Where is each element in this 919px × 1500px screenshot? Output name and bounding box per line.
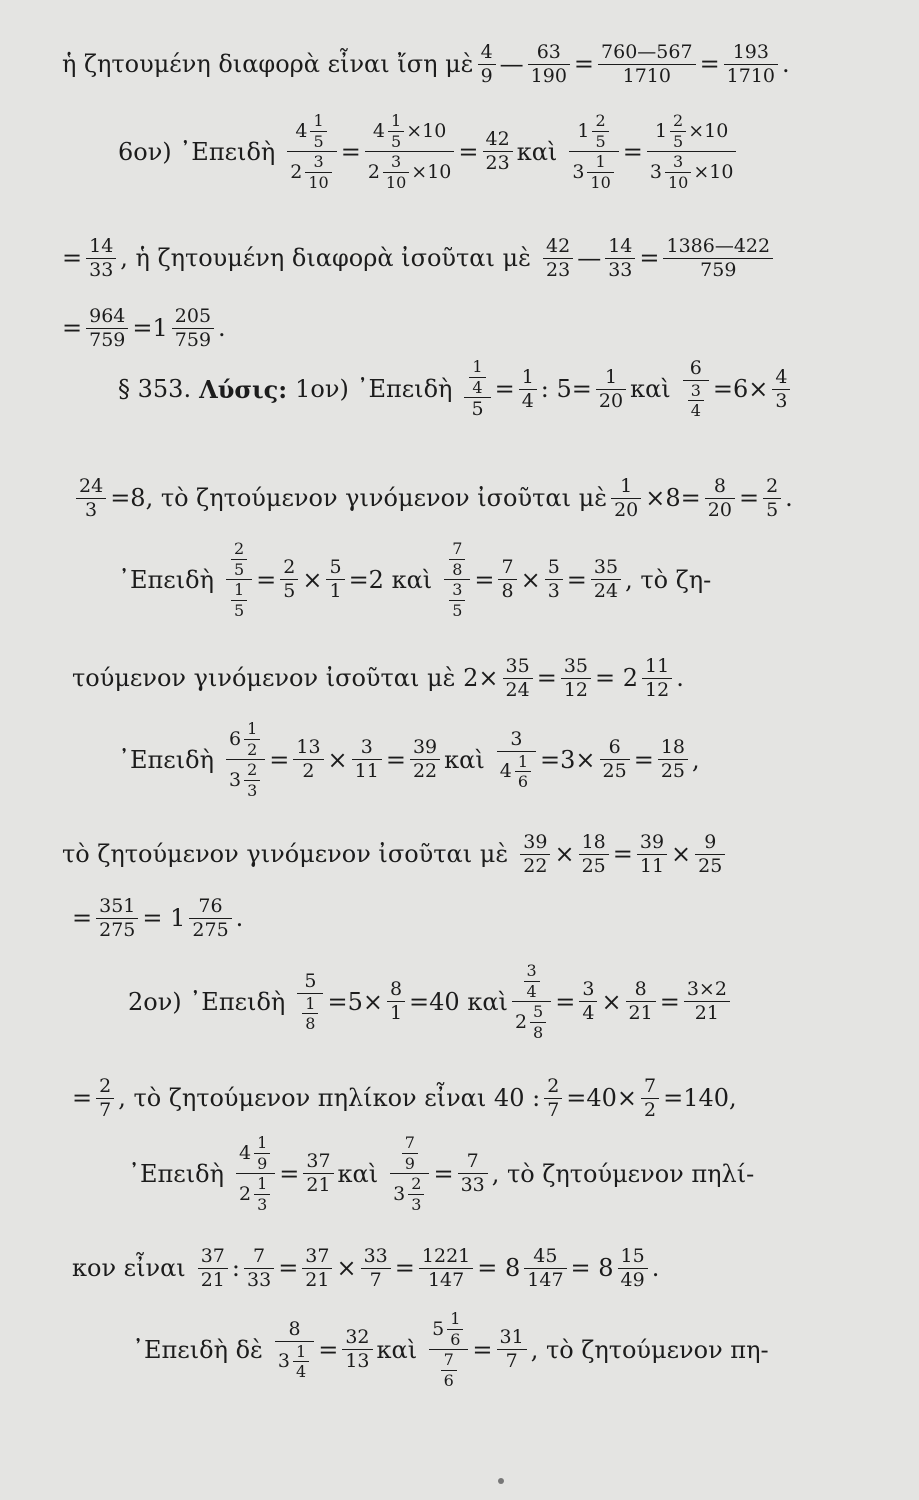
equals-sign: =1 (132, 314, 168, 343)
fraction: 3 11 (352, 737, 382, 782)
equals-sign: = (472, 1335, 493, 1364)
multiply-text: =40× (566, 1084, 638, 1113)
equals-sign: = (536, 664, 557, 693)
equals-sign: = (573, 50, 595, 79)
compound-fraction: 6 3 4 (683, 358, 709, 420)
fraction: 24 3 (76, 476, 106, 521)
fraction: 3 4 (579, 979, 597, 1024)
period: . (676, 664, 684, 693)
fraction: 14 33 (86, 236, 116, 281)
line-text: , τὸ ζη- (625, 565, 712, 594)
equals-sign: = (279, 1159, 300, 1188)
comma: , (692, 745, 700, 774)
equals-sign: = (62, 244, 83, 273)
minus-sign: — (577, 244, 602, 273)
item-label: 6ον) ᾿Επειδὴ (118, 137, 276, 166)
compound-fraction: 3 4 2 5 8 (512, 962, 551, 1041)
fraction: 15 49 (618, 1246, 648, 1291)
compound-fraction: 7 8 3 5 (444, 540, 470, 619)
equals-sign: = (699, 50, 720, 79)
compound-fraction: 4 1 5 2 3 10 (287, 112, 336, 191)
compound-fraction: 7 9 3 2 3 (390, 1134, 429, 1213)
fraction: 1 4 (519, 367, 537, 412)
equals-sign: = 8 (570, 1254, 614, 1283)
fraction: 193 1710 (724, 42, 778, 87)
fraction: 7 8 (498, 557, 516, 602)
fraction: 8 21 (626, 979, 656, 1024)
fraction: 39 22 (410, 737, 440, 782)
equals-sign: = (555, 987, 576, 1016)
line-text: , τὸ ζητούμενον πηλίκον εἶναι 40 : (118, 1084, 541, 1113)
division-text: : 5= (540, 375, 592, 404)
text-line-7 (118, 540, 711, 619)
fraction: 63 190 (528, 42, 570, 87)
compound-fraction: 5 1 6 7 6 (429, 1310, 468, 1389)
line-text: =8, τὸ ζητούμενον γινόμενον ἰσοῦται μὲ (110, 484, 608, 513)
text-line-11 (72, 896, 243, 941)
period: . (218, 314, 226, 343)
fraction: 35 24 (503, 656, 533, 701)
colon: : (231, 1254, 240, 1283)
multiply-text: =6× (712, 375, 769, 404)
fraction: 8 1 (387, 979, 405, 1024)
item-label: ᾿Επειδὴ (118, 745, 214, 774)
line-text: τὸ ζητούμενον γινόμενον ἰσοῦται μὲ (62, 840, 509, 869)
fraction: 37 21 (303, 1151, 333, 1196)
equals-sign: = (394, 1254, 415, 1283)
fraction: 2 7 (544, 1076, 562, 1121)
fraction: 351 275 (96, 896, 138, 941)
conjunction: καὶ (516, 137, 558, 166)
text-line-16 (132, 1310, 769, 1389)
fraction: 2 5 (280, 557, 298, 602)
text-line-8 (72, 656, 684, 701)
fraction: 14 33 (605, 236, 635, 281)
line-text: , τὸ ζητούμενον πηλί- (491, 1159, 755, 1188)
equals-sign: = (622, 137, 643, 166)
item-label: ᾿Επειδὴ (128, 1159, 224, 1188)
fraction: 1 20 (596, 367, 626, 412)
equals-sign: = (278, 1254, 299, 1283)
equals-sign: = 8 (477, 1254, 521, 1283)
equals-sign: = (72, 1084, 93, 1113)
compound-fraction: 1 4 5 (464, 358, 490, 420)
compound-fraction: 6 1 2 3 2 3 (226, 720, 265, 799)
item-label: ᾿Επειδὴ δὲ (132, 1335, 263, 1364)
period: . (785, 484, 793, 513)
fraction: 4 9 (478, 42, 496, 87)
equals-sign: = (633, 745, 654, 774)
text-line-9 (118, 720, 700, 799)
fraction: 1221 147 (419, 1246, 473, 1291)
equals-sign: = (256, 565, 277, 594)
equals-sign: = (474, 565, 495, 594)
compound-fraction: 8 3 1 4 (275, 1319, 314, 1381)
fraction: 11 12 (642, 656, 672, 701)
fraction: 18 25 (658, 737, 688, 782)
times-sign: × (671, 840, 692, 869)
conjunction: καὶ (337, 1159, 379, 1188)
times-sign: × (601, 987, 622, 1016)
line-text: =140, (663, 1084, 737, 1113)
text-line-5 (118, 358, 794, 420)
section-number: § 353. (118, 375, 192, 404)
equals-sign: = (385, 745, 406, 774)
fraction: 205 759 (172, 306, 214, 351)
conjunction: καὶ (630, 375, 671, 404)
compound-fraction: 1 2 5 3 1 10 (569, 112, 618, 191)
fraction: 6 25 (600, 737, 630, 782)
fraction: 33 7 (361, 1246, 391, 1291)
fraction: 5 1 (326, 557, 344, 602)
line-text: ἡ ζητουμένη διαφορὰ εἶναι ἴση μὲ (62, 50, 474, 79)
compound-fraction: 1 2 5 ×10 3 3 10 ×10 (647, 112, 737, 191)
equals-sign: = (738, 484, 760, 513)
times-sign: × (336, 1254, 357, 1283)
multiply-text: =3× (540, 745, 596, 774)
item-label: ᾿Επειδὴ (118, 565, 214, 594)
fraction: 39 22 (520, 832, 550, 877)
fraction: 7 33 (244, 1246, 274, 1291)
equals-sign: = (269, 745, 290, 774)
fraction: 5 3 (545, 557, 563, 602)
times-sign: × (520, 565, 541, 594)
fraction: 7 33 (458, 1151, 488, 1196)
fraction: 32 13 (342, 1327, 372, 1372)
compound-fraction: 4 1 9 2 1 3 (236, 1134, 275, 1213)
fraction: 37 21 (198, 1246, 228, 1291)
equals-sign: = 2 (595, 664, 639, 693)
text-line-13 (72, 1076, 737, 1121)
fraction: 1 20 (611, 476, 641, 521)
fraction: 35 12 (561, 656, 591, 701)
line-text: , ἡ ζητουμένη διαφορὰ ἰσοῦται μὲ (120, 244, 531, 273)
text-line-12 (128, 962, 734, 1041)
equals-sign: = (318, 1335, 339, 1364)
equals-sign: = (72, 904, 93, 933)
text-line-2 (118, 112, 740, 191)
text-line-3 (62, 236, 777, 281)
fraction: 760—567 1710 (598, 42, 696, 87)
fraction: 37 21 (302, 1246, 332, 1291)
fraction: 18 25 (579, 832, 609, 877)
fraction: 8 20 (705, 476, 735, 521)
equals-sign: = (458, 137, 479, 166)
fraction: 42 23 (483, 129, 513, 174)
fraction: 7 2 (641, 1076, 659, 1121)
fraction: 35 24 (591, 557, 621, 602)
item-label: 1ον) ᾿Επειδὴ (295, 375, 453, 404)
fraction: 13 2 (293, 737, 323, 782)
fraction: 1386—422 759 (663, 236, 773, 281)
line-text: =2 καὶ (348, 565, 433, 594)
times-sign: × (327, 745, 348, 774)
line-text: κον εἶναι (72, 1254, 186, 1283)
conjunction: καὶ (376, 1335, 418, 1364)
compound-fraction: 3 4 1 6 (497, 729, 536, 791)
equals-sign: = (566, 565, 587, 594)
fraction: 2 7 (96, 1076, 114, 1121)
text-line-1 (62, 42, 790, 87)
fraction: 9 25 (695, 832, 725, 877)
equals-sign: = (62, 314, 83, 343)
fraction: 42 23 (543, 236, 573, 281)
text-line-10 (62, 832, 729, 877)
line-text: ×8= (645, 484, 701, 513)
text-line-6 (72, 476, 793, 521)
fraction: 39 11 (637, 832, 667, 877)
equals-sign: = (340, 137, 361, 166)
equals-sign: = (494, 375, 515, 404)
text-line-4 (62, 306, 226, 351)
equals-sign: = (612, 840, 633, 869)
fraction: 3×2 21 (684, 979, 730, 1024)
line-text: =40 καὶ (409, 987, 508, 1016)
fraction: 964 759 (86, 306, 128, 351)
line-text: τούμενον γινόμενον ἰσοῦται μὲ 2× (72, 664, 499, 693)
times-sign: × (554, 840, 575, 869)
section-title: Λύσις: (199, 374, 288, 404)
minus-sign: — (499, 50, 524, 79)
compound-fraction: 2 5 1 5 (226, 540, 252, 619)
conjunction: καὶ (444, 745, 485, 774)
text-line-14 (128, 1134, 754, 1213)
fraction: 2 5 (763, 476, 781, 521)
compound-fraction: 4 1 5 ×10 2 3 10 ×10 (365, 112, 455, 191)
period: . (651, 1254, 660, 1283)
fraction: 45 147 (524, 1246, 566, 1291)
equals-sign: = (433, 1159, 454, 1188)
compound-fraction: 5 1 8 (297, 971, 323, 1033)
line-text: , τὸ ζητούμενον πη- (530, 1335, 769, 1364)
fraction: 31 7 (497, 1327, 527, 1372)
equals-sign: = (639, 244, 660, 273)
period: . (782, 50, 790, 79)
fraction: 76 275 (189, 896, 231, 941)
times-sign: × (302, 565, 323, 594)
equals-sign: = (659, 987, 680, 1016)
equals-sign: = 1 (142, 904, 186, 933)
fraction: 4 3 (772, 367, 790, 412)
ink-speck (498, 1478, 504, 1484)
period: . (235, 904, 244, 933)
item-label: 2ον) ᾿Επειδὴ (128, 987, 286, 1016)
text-line-15 (72, 1246, 659, 1291)
multiply-text: =5× (327, 987, 383, 1016)
